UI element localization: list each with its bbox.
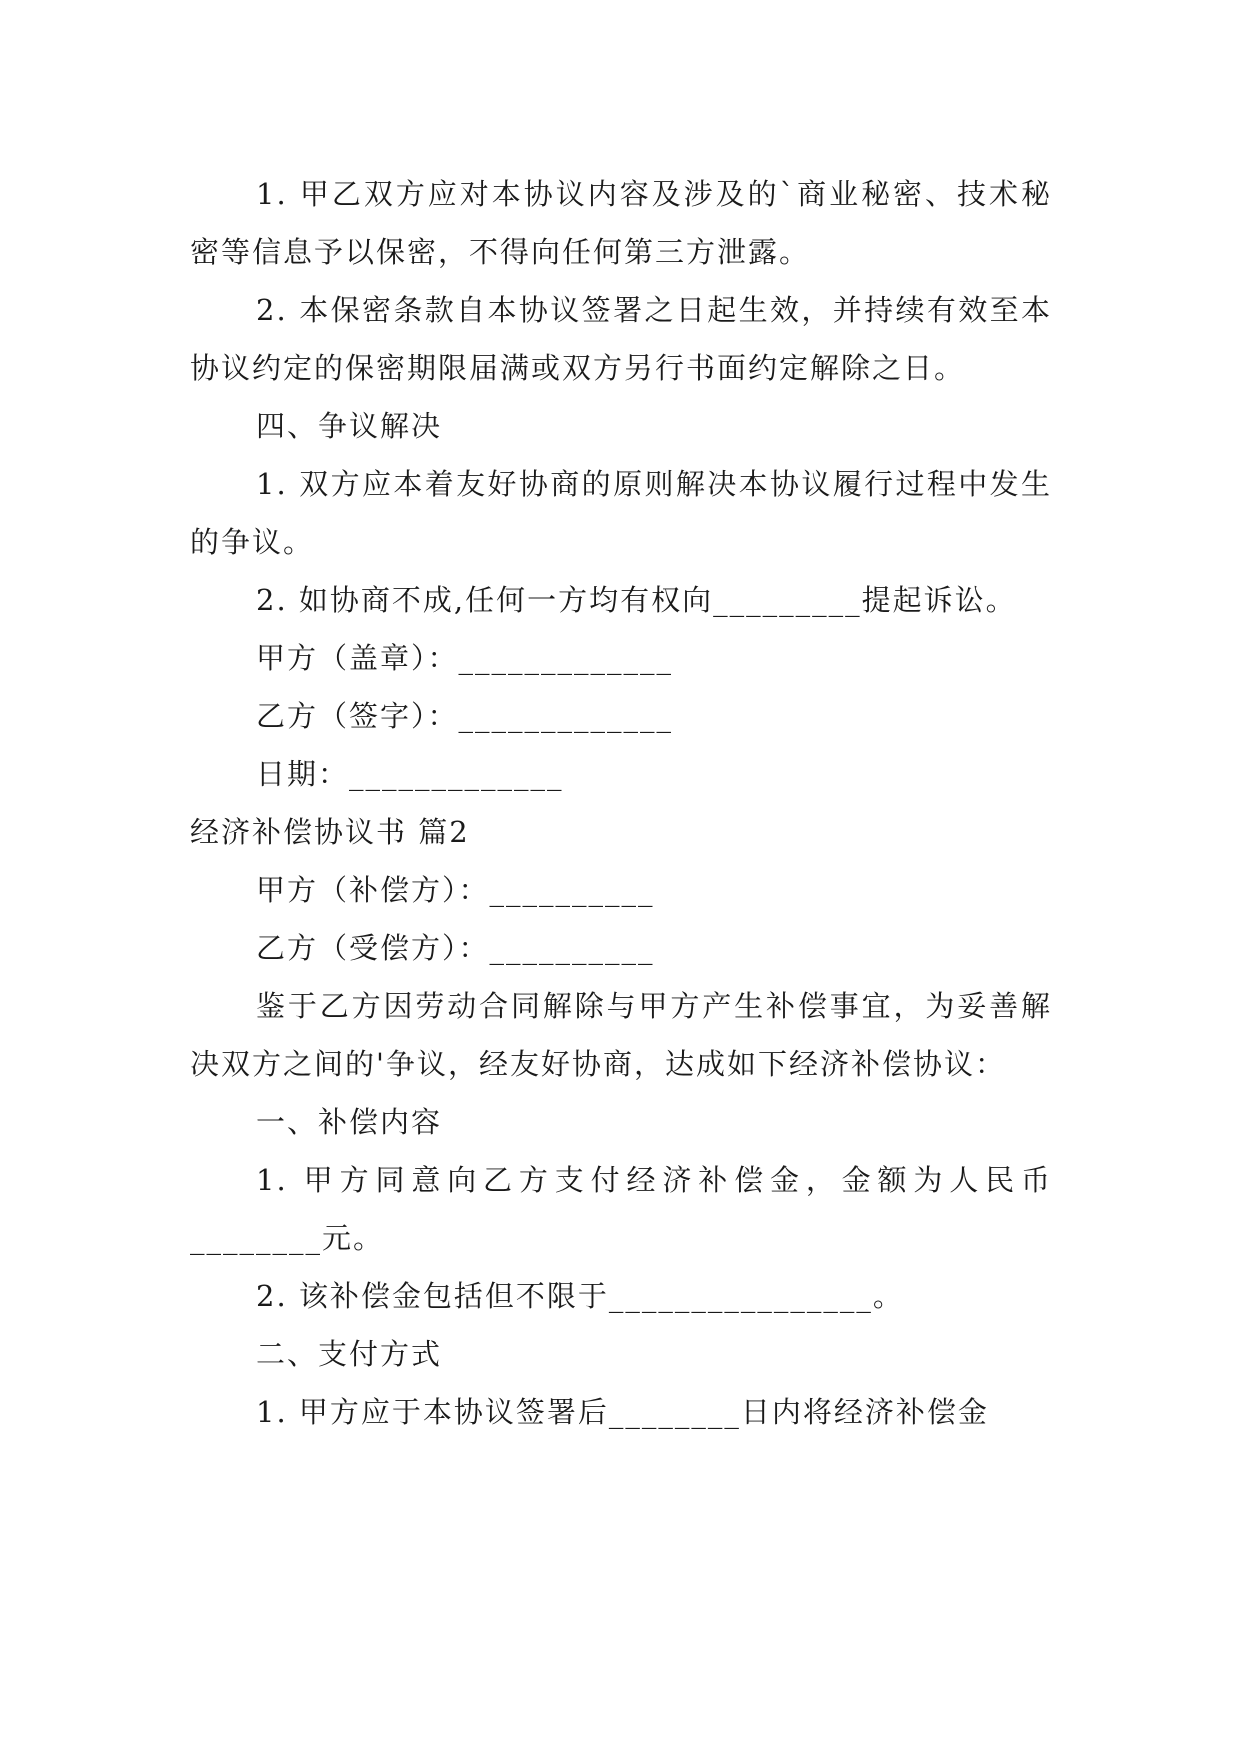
section-heading-payment: 二、支付方式 [256, 1337, 443, 1371]
party-a-compensator-line: 甲方（补偿方）：__________ [256, 873, 655, 907]
party-b-recipient-line: 乙方（受偿方）：__________ [256, 931, 655, 965]
payment-clause-1: 1. 甲方应于本协议签署后________日内将经济补偿金 [256, 1395, 989, 1429]
party-a-seal-line: 甲方（盖章）：_____________ [256, 641, 674, 675]
section-heading-compensation: 一、补偿内容 [256, 1105, 443, 1139]
dispute-clause-1: 1. 双方应本着友好协商的原则解决本协议履行过程中发生的争议。 [190, 467, 1052, 559]
party-b-signature-line: 乙方（签字）：_____________ [256, 699, 674, 733]
agreement-title: 经济补偿协议书 篇2 [190, 815, 470, 849]
compensation-clause-2: 2. 该补偿金包括但不限于________________。 [256, 1279, 904, 1313]
preamble-paragraph: 鉴于乙方因劳动合同解除与甲方产生补偿事宜，为妥善解决双方之间的'争议，经友好协商，达成如下经济补偿协议： [190, 989, 1052, 1081]
confidentiality-clause-1: 1. 甲乙双方应对本协议内容及涉及的`商业秘密、技术秘密等信息予以保密，不得向任何第三方泄露。 [190, 177, 1052, 269]
document-body [190, 165, 1052, 1441]
confidentiality-clause-2: 2. 本保密条款自本协议签署之日起生效，并持续有效至本协议约定的保密期限届满或双方另行书面约定解除之日。 [190, 293, 1052, 385]
date-line: 日期：_____________ [256, 757, 564, 791]
compensation-clause-1: 1. 甲方同意向乙方支付经济补偿金，金额为人民币________元。 [190, 1163, 1052, 1255]
dispute-clause-2: 2. 如协商不成,任何一方均有权向_________提起诉讼。 [256, 583, 1017, 617]
section-heading-dispute: 四、争议解决 [256, 409, 443, 443]
